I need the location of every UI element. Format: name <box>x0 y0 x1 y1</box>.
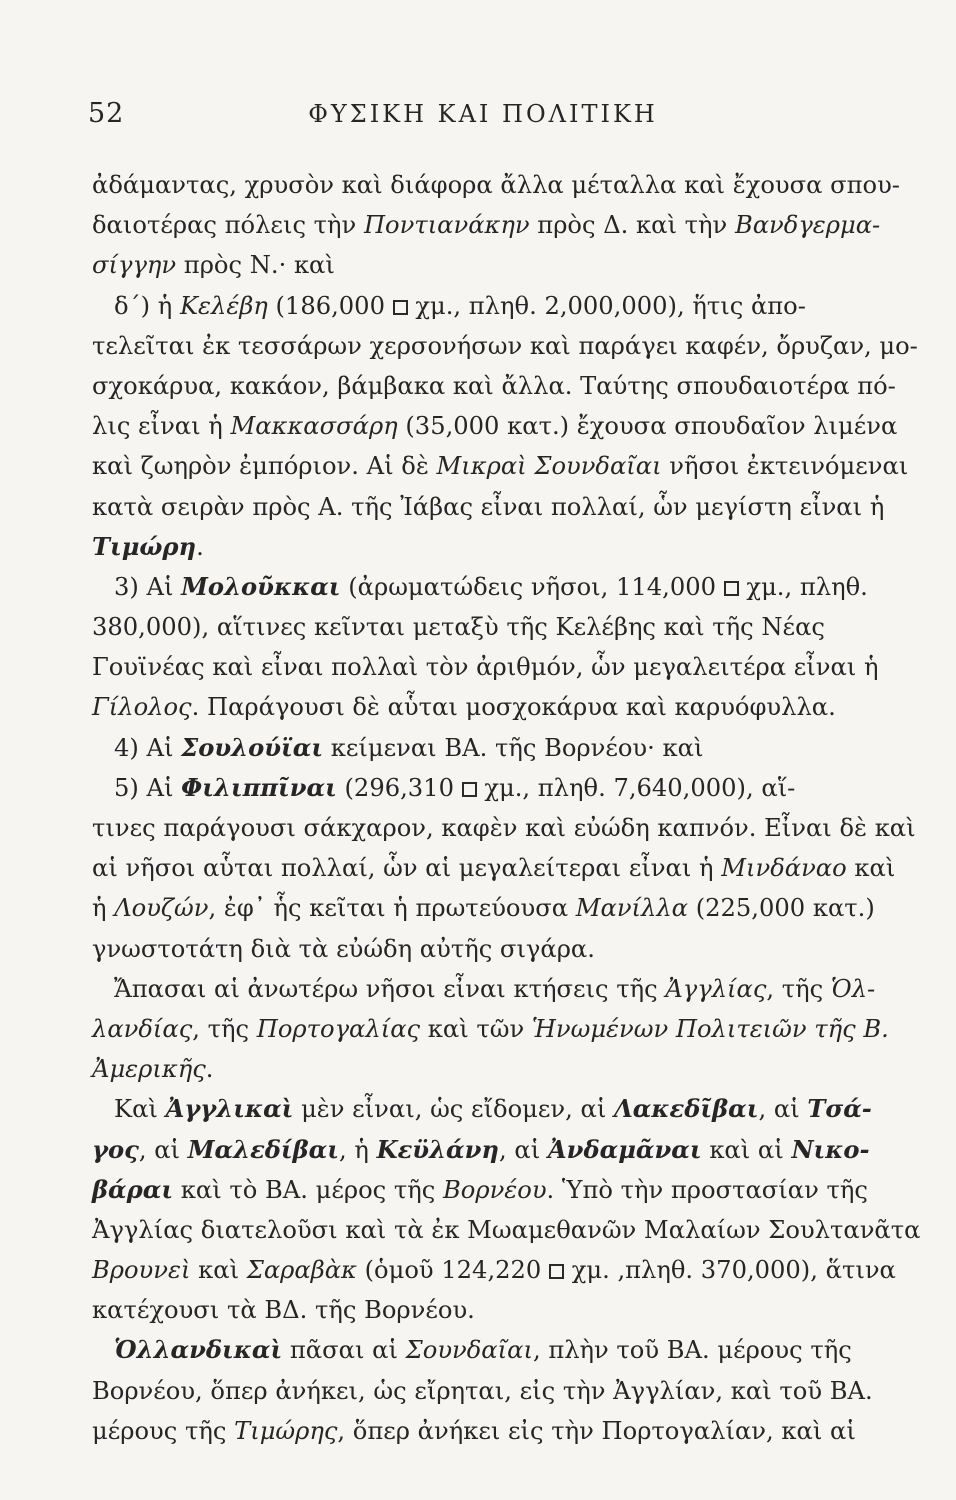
text-segment: νῆσοι ἐκτεινόμεναι <box>661 452 909 481</box>
text-line <box>92 1130 872 1170</box>
text-line <box>92 1330 872 1370</box>
text-line <box>92 165 900 205</box>
text-segment: Σουνδαῖαι <box>405 1336 533 1365</box>
text-segment: . Ὑπὸ τὴν προστασίαν τῆς <box>546 1175 868 1204</box>
text-segment: Ὁλλανδικαὶ <box>114 1335 283 1365</box>
text-segment: δ΄) ἡ <box>114 291 180 320</box>
text-line <box>92 969 876 1009</box>
text-segment: Μολοῦκκαι <box>181 571 341 601</box>
text-segment: αἱ νῆσοι αὗται πολλαί, ὧν αἱ μεγαλείτεραι εἶναι ἡ <box>92 854 722 883</box>
text-segment: Ἀγγλικαὶ <box>165 1094 294 1124</box>
text-segment: (296,310 <box>336 773 462 802</box>
text-segment: χμ., πληθ. 2,000,000), ἥτις ἀπο- <box>407 291 806 320</box>
text-segment: , τῆς <box>766 974 831 1003</box>
square-symbol-icon <box>393 300 408 315</box>
text-line <box>92 929 872 969</box>
text-segment: Πορτογαλίας <box>256 1014 421 1043</box>
text-line <box>92 808 916 848</box>
text-segment: τελεῖται ἐκ τεσσάρων χερσονήσων καὶ παράγει καφέν, ὄρυζαν, μο- <box>92 331 918 360</box>
text-line <box>92 406 898 446</box>
text-line <box>92 1049 872 1089</box>
text-segment: Φιλιππῖναι <box>181 772 337 802</box>
text-segment: χμ., πληθ. <box>738 572 868 601</box>
text-segment: σχοκάρυα, κακάον, βάμβακα καὶ ἄλλα. Ταύτης σπουδαιοτέρα πό- <box>92 371 896 400</box>
text-segment: Μινδάναο <box>721 854 847 883</box>
text-line <box>92 527 872 567</box>
text-segment: Ὁλ- <box>830 974 876 1003</box>
text-segment: καὶ αἱ <box>701 1135 792 1164</box>
text-segment: ἡ <box>92 894 115 923</box>
text-segment: καὶ <box>190 1256 247 1285</box>
text-segment: Μαλεδίβαι <box>187 1134 339 1164</box>
text-line <box>92 567 872 607</box>
text-line <box>92 446 909 486</box>
text-segment: τινες παράγουσι σάκχαρον, καφὲν καὶ εὐώδη καπνόν. Εἶναι δὲ καὶ <box>92 814 916 842</box>
text-line <box>92 245 872 285</box>
text-segment: , αἱ <box>138 1135 188 1164</box>
text-segment: Γίλολος <box>92 693 192 722</box>
text-segment: Μανίλλα <box>575 894 689 923</box>
text-segment: , ἐφ᾽ ἧς κεῖται ἡ πρωτεύουσα <box>208 894 576 923</box>
square-symbol-icon <box>724 581 739 596</box>
text-line <box>92 768 872 808</box>
text-line <box>92 728 872 768</box>
text-segment: (ἀρωματώδεις νῆσοι, 114,000 <box>340 572 724 601</box>
text-segment: , ὅπερ ἀνήκει εἰς τὴν Πορτογαλίαν, καὶ αἱ <box>337 1416 856 1445</box>
text-segment: ἀδάμαντας, χρυσὸν καὶ διάφορα ἄλλα μέταλλα καὶ ἔχουσα σπου- <box>92 171 900 199</box>
text-segment: Τσά- <box>807 1094 872 1124</box>
text-line <box>92 888 875 928</box>
text-segment: κατὰ σειρὰν πρὸς Α. τῆς Ἰάβας εἶναι πολλαί, ὧν μεγίστη εἶναι ἡ <box>92 492 885 521</box>
text-segment: Σουλούϊαι <box>181 732 324 762</box>
text-segment: , τῆς <box>192 1014 257 1043</box>
text-segment: Μακκασσάρη <box>230 412 398 441</box>
text-segment: . Παράγουσι δὲ αὗται μοσχοκάρυα καὶ καρυόφυλλα. <box>191 693 836 722</box>
text-line <box>92 366 896 406</box>
text-segment: . <box>205 1055 214 1084</box>
text-segment: Ἀνδαμᾶναι <box>547 1134 702 1164</box>
text-segment: λανδίας <box>92 1014 193 1043</box>
square-symbol-icon <box>462 782 477 797</box>
text-line <box>92 286 872 326</box>
text-segment: μέρους τῆς <box>92 1416 235 1445</box>
text-line <box>92 607 872 647</box>
text-segment: πρὸς Δ. καὶ τὴν <box>529 211 735 240</box>
text-segment: 3) Αἱ <box>114 572 182 601</box>
text-line <box>92 1250 896 1290</box>
text-line <box>92 1290 872 1330</box>
text-segment: , ἡ <box>339 1135 377 1164</box>
text-segment: Ἀγγλίας <box>665 974 767 1003</box>
text-segment: Κεϋλάνη <box>376 1134 500 1164</box>
text-segment: , αἱ <box>758 1095 808 1124</box>
text-segment: Ἄπασαι αἱ ἀνωτέρω νῆσοι εἶναι κτήσεις τῆς <box>114 974 666 1003</box>
text-segment: Βανδγερμα- <box>734 211 881 240</box>
text-segment: χμ. ,πληθ. 370,000), ἅτινα <box>564 1256 896 1285</box>
text-segment: Ποντιανάκην <box>363 211 530 240</box>
page-header <box>88 98 878 138</box>
text-line <box>92 1170 872 1210</box>
text-segment: 5) Αἱ <box>114 773 182 802</box>
text-segment: Τιμώρης <box>234 1416 338 1445</box>
text-line <box>92 1411 872 1451</box>
text-segment: Τιμώρη <box>92 531 197 561</box>
text-line <box>92 1371 872 1411</box>
text-segment: γνωστοτάτη διὰ τὰ εὐώδη αὐτῆς σιγάρα. <box>92 934 595 963</box>
text-segment: Βορνέου, ὅπερ ἀνήκει, ὡς εἴρηται, εἰς τὴν Ἀγγλίαν, καὶ τοῦ ΒΑ. <box>92 1376 873 1405</box>
text-segment: καὶ ζωηρὸν ἐμπόριον. Αἱ δὲ <box>92 452 437 481</box>
text-segment: καὶ τὸ ΒΑ. μέρος τῆς <box>173 1175 444 1204</box>
text-line <box>92 848 896 888</box>
text-segment: (35,000 κατ.) ἔχουσα σπουδαῖον λιμένα <box>397 412 898 441</box>
text-segment: (ὁμοῦ 124,220 <box>356 1256 549 1285</box>
text-segment: Λουζών <box>114 894 209 923</box>
running-title: ΦΥΣΙΚΗ ΚΑΙ ΠΟΛΙΤΙΚΗ <box>308 100 658 128</box>
text-line <box>92 647 879 687</box>
text-segment: πᾶσαι αἱ <box>282 1336 406 1365</box>
text-segment: σίγγην <box>92 251 177 280</box>
text-line <box>92 326 918 366</box>
text-segment: χμ., πληθ. 7,640,000), αἵ- <box>476 773 796 802</box>
text-segment: δαιοτέρας πόλεις τὴν <box>92 211 364 240</box>
text-segment: 380,000), αἵτινες κεῖνται μεταξὺ τῆς Κελέβης καὶ τῆς Νέας <box>92 613 825 642</box>
text-segment: Νικο- <box>791 1134 870 1164</box>
text-segment: λις εἶναι ἡ <box>92 412 231 441</box>
text-line <box>92 687 872 727</box>
text-line <box>92 487 885 527</box>
text-line <box>92 205 881 245</box>
text-segment: 4) Αἱ <box>114 733 182 762</box>
text-segment: κείμεναι ΒΑ. τῆς Βορνέου· καὶ <box>323 733 704 762</box>
square-symbol-icon <box>549 1264 564 1279</box>
text-segment: βάραι <box>92 1174 174 1204</box>
text-segment: καὶ <box>846 854 896 883</box>
text-segment: Βορνέου <box>443 1175 547 1204</box>
text-segment: καὶ τῶν <box>420 1014 532 1043</box>
text-segment: Κελέβη <box>179 291 268 320</box>
page-number: 52 <box>88 98 125 129</box>
text-segment: Ἀμερικῆς <box>92 1055 206 1084</box>
text-segment: , πλὴν τοῦ ΒΑ. μέρους τῆς <box>532 1336 852 1365</box>
text-segment: κατέχουσι τὰ ΒΔ. τῆς Βορνέου. <box>92 1296 475 1325</box>
body-text <box>92 165 921 1451</box>
text-segment: Μικραὶ Σουνδαῖαι <box>436 452 662 481</box>
text-line <box>92 1009 889 1049</box>
text-segment: Καὶ <box>114 1095 166 1124</box>
text-segment: (225,000 κατ.) <box>688 894 875 923</box>
text-line <box>92 1089 872 1129</box>
text-segment: μὲν εἶναι, ὡς εἴδομεν, αἱ <box>293 1095 615 1124</box>
text-segment: Βρουνεὶ <box>92 1256 191 1285</box>
text-segment: Ἡνωμένων Πολιτειῶν τῆς Β. <box>531 1014 889 1043</box>
text-segment: γος <box>92 1134 139 1164</box>
text-segment: , αἱ <box>499 1135 548 1164</box>
text-segment: Σαραβὰκ <box>246 1256 357 1285</box>
text-segment: . <box>196 532 204 561</box>
text-segment: (186,000 <box>267 291 393 320</box>
text-segment: Ἀγγλίας διατελοῦσι καὶ τὰ ἐκ Μωαμεθανῶν Μαλαίων Σουλτανᾶτα <box>92 1215 921 1244</box>
text-segment: Γουϊνέας καὶ εἶναι πολλαὶ τὸν ἀριθμόν, ὧν μεγαλειτέρα εἶναι ἡ <box>92 653 879 682</box>
text-line <box>92 1210 921 1250</box>
text-segment: Λακεδῖβαι <box>614 1094 759 1124</box>
text-segment: πρὸς Ν.· καὶ <box>176 251 335 280</box>
